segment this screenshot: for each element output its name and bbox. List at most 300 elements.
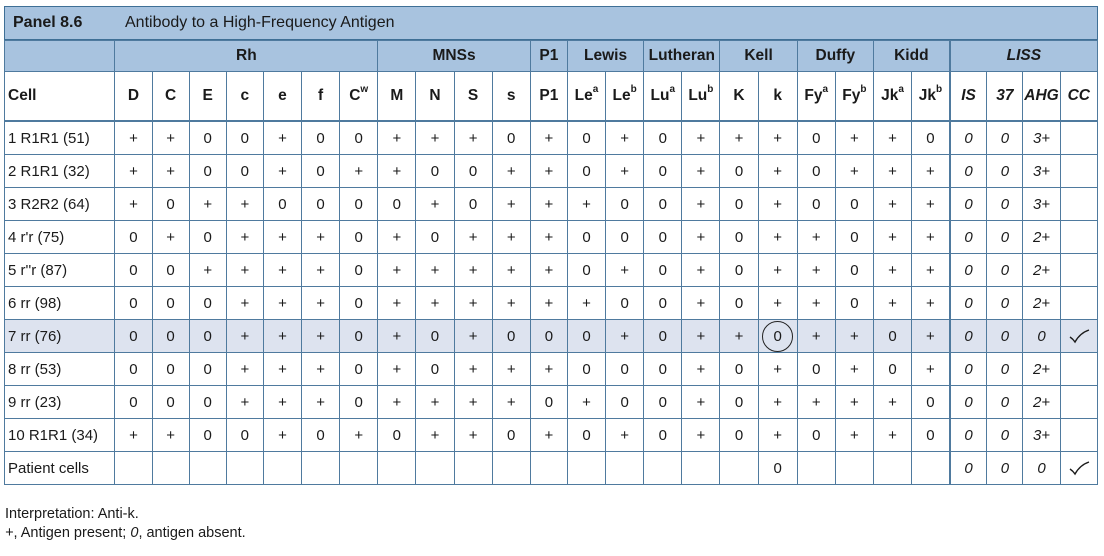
antigen-value: + — [682, 155, 720, 188]
antigen-value: + — [226, 221, 263, 254]
antigen-value: + — [530, 121, 567, 155]
antigen-value: 0 — [567, 221, 605, 254]
liss-result: 2+ — [1023, 353, 1060, 386]
antigen-panel-table — [4, 40, 1098, 485]
antigen-value: + — [758, 419, 797, 452]
antigen-value: 0 — [340, 287, 378, 320]
cell-label: 8 rr (53) — [5, 353, 115, 386]
antigen-value: + — [263, 386, 301, 419]
antigen-value: + — [492, 221, 530, 254]
antigen-value: + — [492, 155, 530, 188]
antigen-value: + — [912, 320, 950, 353]
table-row — [5, 419, 1098, 452]
antigen-value: 0 — [797, 353, 835, 386]
antigen-value: 0 — [416, 155, 454, 188]
antigen-value: 0 — [644, 121, 682, 155]
antigen-value: + — [378, 287, 416, 320]
antigen-value: + — [606, 320, 644, 353]
antigen-value: + — [530, 188, 567, 221]
liss-result — [1060, 155, 1097, 188]
antigen-value: 0 — [720, 287, 758, 320]
antigen-name: c — [240, 87, 250, 104]
antigen-value: + — [454, 287, 492, 320]
antigen-value — [226, 452, 263, 485]
antigen-value: + — [873, 254, 911, 287]
liss-result: 0 — [987, 287, 1023, 320]
antigen-name: N — [429, 87, 441, 104]
antigen-header — [189, 72, 226, 122]
liss-result: 3+ — [1023, 419, 1060, 452]
antigen-value: + — [226, 287, 263, 320]
antigen-value: 0 — [720, 155, 758, 188]
antigen-value: 0 — [492, 121, 530, 155]
antigen-header — [835, 72, 873, 122]
antigen-value: + — [873, 121, 911, 155]
antigen-superscript: a — [822, 84, 829, 96]
antigen-value: + — [682, 287, 720, 320]
antigen-value: + — [758, 254, 797, 287]
antigen-value — [606, 452, 644, 485]
antigen-value: + — [873, 386, 911, 419]
antigen-value: 0 — [912, 121, 950, 155]
antigen-value: 0 — [797, 121, 835, 155]
group-lewis: Lewis — [567, 41, 643, 72]
group-p1: P1 — [530, 41, 567, 72]
antigen-name: Le — [612, 87, 631, 105]
antigen-value: 0 — [567, 121, 605, 155]
antigen-value: 0 — [302, 155, 340, 188]
antigen-value — [263, 452, 301, 485]
liss-result — [1060, 419, 1097, 452]
antigen-value: 0 — [416, 320, 454, 353]
liss-result: 0 — [950, 221, 987, 254]
antigen-value: + — [416, 254, 454, 287]
antigen-value: + — [835, 121, 873, 155]
antigen-superscript: a — [898, 84, 904, 96]
antigen-name: S — [467, 87, 479, 104]
antigen-value: 0 — [720, 221, 758, 254]
antigen-value: 0 — [152, 188, 189, 221]
antigen-value — [340, 452, 378, 485]
antigen-value: 0 — [606, 287, 644, 320]
antigen-value: + — [115, 121, 152, 155]
panel-frame — [4, 6, 1098, 485]
antigen-value: 0 — [302, 121, 340, 155]
antigen-header — [263, 72, 301, 122]
antigen-name: k — [773, 87, 782, 104]
antigen-value: + — [567, 188, 605, 221]
panel-title: Antibody to a High-Frequency Antigen — [125, 14, 395, 31]
antigen-value: + — [378, 320, 416, 353]
liss-result: 0 — [950, 452, 987, 485]
antigen-value: + — [378, 121, 416, 155]
antigen-value — [378, 452, 416, 485]
liss-result: 0 — [950, 419, 987, 452]
group-blank — [5, 41, 115, 72]
antigen-value: + — [682, 320, 720, 353]
antigen-value: 0 — [567, 155, 605, 188]
liss-result: 0 — [950, 287, 987, 320]
antigen-value: + — [835, 353, 873, 386]
antigen-value: 0 — [189, 353, 226, 386]
cell-label: 6 rr (98) — [5, 287, 115, 320]
liss-header: CC — [1060, 72, 1097, 122]
antigen-value: + — [378, 221, 416, 254]
antigen-value: 0 — [835, 188, 873, 221]
cell-label: 5 r''r (87) — [5, 254, 115, 287]
antigen-value — [115, 452, 152, 485]
antigen-name: Jk — [918, 87, 936, 105]
legend-absent: , antigen absent. — [138, 525, 246, 541]
antigen-value: + — [492, 254, 530, 287]
antigen-value: + — [263, 353, 301, 386]
liss-header: AHG — [1023, 72, 1060, 122]
legend-plus: + — [5, 525, 14, 541]
antigen-value: 0 — [644, 287, 682, 320]
antigen-name: s — [506, 87, 516, 104]
antigen-value: 0 — [797, 419, 835, 452]
antigen-value: + — [530, 254, 567, 287]
liss-result: 0 — [987, 188, 1023, 221]
antigen-value: + — [758, 155, 797, 188]
cell-label: 9 rr (23) — [5, 386, 115, 419]
antigen-value: 0 — [720, 188, 758, 221]
liss-result — [1060, 287, 1097, 320]
antigen-value: 0 — [226, 155, 263, 188]
antigen-value — [416, 452, 454, 485]
antigen-value: + — [454, 320, 492, 353]
antigen-value: 0 — [340, 254, 378, 287]
antigen-value: 0 — [226, 419, 263, 452]
antigen-value: 0 — [340, 386, 378, 419]
antigen-value: + — [835, 386, 873, 419]
antigen-header — [797, 72, 835, 122]
antigen-value: + — [912, 188, 950, 221]
antigen-value: 0 — [912, 386, 950, 419]
antigen-value: 0 — [189, 419, 226, 452]
legend-zero: 0 — [130, 525, 139, 541]
liss-result: 0 — [987, 419, 1023, 452]
antigen-value: 0 — [115, 287, 152, 320]
table-row — [5, 254, 1098, 287]
antigen-value: 0 — [835, 287, 873, 320]
antigen-value: 0 — [873, 320, 911, 353]
antigen-value: + — [720, 320, 758, 353]
antigen-value: + — [530, 287, 567, 320]
antigen-value: 0 — [720, 254, 758, 287]
antigen-value — [758, 320, 797, 353]
antigen-header — [682, 72, 720, 122]
antigen-value: + — [226, 386, 263, 419]
antigen-value: 0 — [720, 353, 758, 386]
antigen-value: + — [115, 419, 152, 452]
antigen-value — [152, 452, 189, 485]
antigen-value: 0 — [567, 320, 605, 353]
antigen-value: + — [152, 121, 189, 155]
antigen-value: + — [263, 155, 301, 188]
antigen-value: 0 — [115, 320, 152, 353]
antigen-value: + — [797, 221, 835, 254]
antigen-value: + — [682, 254, 720, 287]
antigen-superscript: b — [935, 84, 943, 96]
antigen-header — [492, 72, 530, 122]
antigen-value: + — [873, 188, 911, 221]
antigen-name: Jk — [881, 87, 899, 105]
antigen-value — [644, 452, 682, 485]
antigen-value: + — [302, 353, 340, 386]
antigen-value: 0 — [492, 419, 530, 452]
antigen-value: 0 — [152, 287, 189, 320]
antigen-value — [492, 452, 530, 485]
antigen-value: + — [567, 386, 605, 419]
antigen-value: + — [302, 320, 340, 353]
liss-header: IS — [950, 72, 987, 122]
antigen-header — [226, 72, 263, 122]
antigen-value: 0 — [340, 353, 378, 386]
cell-label: 3 R2R2 (64) — [5, 188, 115, 221]
checkmark-icon — [1060, 320, 1097, 353]
liss-result: 3+ — [1023, 121, 1060, 155]
liss-result: 0 — [950, 121, 987, 155]
antigen-value: + — [416, 121, 454, 155]
antigen-superscript: b — [860, 84, 867, 96]
antigen-value: + — [189, 254, 226, 287]
cell-label: 7 rr (76) — [5, 320, 115, 353]
antigen-value: + — [378, 254, 416, 287]
antigen-value: + — [302, 287, 340, 320]
antigen-value: + — [835, 320, 873, 353]
antigen-value — [454, 452, 492, 485]
antigen-name: K — [733, 87, 745, 104]
liss-result — [1060, 353, 1097, 386]
antigen-value: 0 — [797, 155, 835, 188]
antigen-name: E — [202, 87, 213, 104]
antigen-value: + — [226, 320, 263, 353]
title-bar — [4, 6, 1098, 40]
antigen-value: + — [682, 419, 720, 452]
antigen-value: 0 — [416, 353, 454, 386]
liss-result: 3+ — [1023, 155, 1060, 188]
antigen-value: + — [226, 188, 263, 221]
cell-label: 1 R1R1 (51) — [5, 121, 115, 155]
antigen-value: + — [530, 419, 567, 452]
antigen-value: + — [797, 386, 835, 419]
antigen-value: + — [912, 254, 950, 287]
antigen-value — [189, 452, 226, 485]
antigen-value: + — [606, 254, 644, 287]
antigen-value: + — [378, 155, 416, 188]
antigen-header — [115, 72, 152, 122]
antigen-value: 0 — [567, 254, 605, 287]
antigen-name: C — [349, 87, 361, 105]
antigen-value: + — [873, 221, 911, 254]
group-liss: LISS — [950, 41, 1098, 72]
antigen-value: 0 — [152, 320, 189, 353]
antigen-name: C — [164, 87, 177, 104]
antigen-value: + — [416, 188, 454, 221]
liss-result: 2+ — [1023, 287, 1060, 320]
antigen-value: + — [378, 353, 416, 386]
liss-result: 0 — [987, 320, 1023, 353]
antigen-value: 0 — [302, 419, 340, 452]
antigen-value — [912, 452, 950, 485]
liss-result: 0 — [950, 254, 987, 287]
antigen-value: 0 — [644, 188, 682, 221]
antigen-value: + — [416, 386, 454, 419]
group-header-row — [5, 41, 1098, 72]
antigen-value — [720, 452, 758, 485]
antigen-value: 0 — [189, 221, 226, 254]
antigen-name: Lu — [650, 87, 670, 105]
antigen-value: 0 — [835, 254, 873, 287]
antigen-value: 0 — [606, 353, 644, 386]
antigen-value: 0 — [530, 320, 567, 353]
liss-result: 0 — [987, 121, 1023, 155]
cell-label: 4 r'r (75) — [5, 221, 115, 254]
antigen-value: + — [873, 155, 911, 188]
liss-result: 0 — [1023, 320, 1060, 353]
antigen-value: 0 — [226, 121, 263, 155]
liss-result: 0 — [950, 155, 987, 188]
antigen-value: + — [606, 155, 644, 188]
liss-result: 0 — [1023, 452, 1060, 485]
antigen-value: + — [263, 121, 301, 155]
antigen-value: + — [720, 121, 758, 155]
antigen-value: 0 — [454, 188, 492, 221]
liss-result: 0 — [950, 386, 987, 419]
antigen-header — [454, 72, 492, 122]
liss-result — [1060, 121, 1097, 155]
antigen-value: + — [340, 155, 378, 188]
circled-value: 0 — [762, 321, 793, 352]
antigen-value: + — [492, 287, 530, 320]
antigen-superscript: b — [707, 84, 714, 96]
liss-result: 3+ — [1023, 188, 1060, 221]
antigen-value: 0 — [189, 320, 226, 353]
antigen-value: 0 — [644, 386, 682, 419]
table-row — [5, 121, 1098, 155]
liss-result: 0 — [987, 386, 1023, 419]
antigen-value: + — [340, 419, 378, 452]
antigen-value: 0 — [340, 320, 378, 353]
antigen-value: + — [682, 353, 720, 386]
cell-label: 2 R1R1 (32) — [5, 155, 115, 188]
antigen-value: 0 — [644, 353, 682, 386]
liss-result: 0 — [987, 254, 1023, 287]
table-row — [5, 287, 1098, 320]
antigen-value — [835, 452, 873, 485]
antigen-value: + — [263, 287, 301, 320]
antigen-value: 0 — [302, 188, 340, 221]
antigen-value: + — [263, 254, 301, 287]
antigen-superscript: b — [630, 84, 637, 96]
liss-result — [1060, 254, 1097, 287]
cell-label: 10 R1R1 (34) — [5, 419, 115, 452]
antigen-value: + — [797, 320, 835, 353]
antigen-value: + — [454, 254, 492, 287]
liss-result: 2+ — [1023, 386, 1060, 419]
antigen-value: + — [912, 155, 950, 188]
antigen-value: 0 — [152, 353, 189, 386]
antigen-value: + — [758, 353, 797, 386]
antigen-value: + — [263, 419, 301, 452]
antigen-value: + — [454, 386, 492, 419]
antigen-value: + — [797, 254, 835, 287]
antigen-value: 0 — [115, 386, 152, 419]
antigen-value — [682, 452, 720, 485]
antigen-value: 0 — [567, 419, 605, 452]
cell-label: Patient cells — [5, 452, 115, 485]
liss-result: 0 — [950, 320, 987, 353]
antigen-value: + — [416, 287, 454, 320]
antigen-value: + — [492, 386, 530, 419]
antigen-value — [302, 452, 340, 485]
antigen-value: 0 — [606, 386, 644, 419]
antigen-name: Le — [574, 87, 593, 105]
antigen-value: + — [606, 121, 644, 155]
liss-result: 0 — [987, 221, 1023, 254]
antigen-value: + — [758, 386, 797, 419]
antigen-value: + — [263, 221, 301, 254]
table-row — [5, 452, 1098, 485]
antigen-header — [912, 72, 950, 122]
antigen-value: + — [682, 121, 720, 155]
antigen-value: 0 — [340, 221, 378, 254]
column-header-row — [5, 72, 1098, 122]
antigen-value: 0 — [530, 386, 567, 419]
liss-result — [1060, 188, 1097, 221]
antigen-value: 0 — [189, 155, 226, 188]
antigen-value: + — [682, 221, 720, 254]
antigen-value: 0 — [720, 419, 758, 452]
liss-result: 0 — [987, 452, 1023, 485]
antigen-value: 0 — [567, 353, 605, 386]
antigen-value: + — [797, 287, 835, 320]
antigen-value: + — [682, 386, 720, 419]
antigen-value: 0 — [115, 254, 152, 287]
antigen-value: 0 — [644, 320, 682, 353]
table-row — [5, 155, 1098, 188]
antigen-value: + — [378, 386, 416, 419]
antigen-value: 0 — [189, 121, 226, 155]
liss-result: 0 — [950, 188, 987, 221]
antigen-value: + — [758, 188, 797, 221]
antigen-value: + — [302, 254, 340, 287]
antigen-header — [152, 72, 189, 122]
antigen-value: + — [912, 221, 950, 254]
antigen-value: 0 — [873, 353, 911, 386]
table-row — [5, 386, 1098, 419]
antigen-name: M — [390, 87, 404, 104]
antigen-header — [530, 72, 567, 122]
group-rh: Rh — [115, 41, 378, 72]
antigen-name: e — [278, 87, 287, 104]
liss-result — [1060, 221, 1097, 254]
group-lutheran: Lutheran — [644, 41, 720, 72]
antigen-value: + — [263, 320, 301, 353]
antigen-value: + — [530, 353, 567, 386]
antigen-value: 0 — [189, 287, 226, 320]
antigen-header — [873, 72, 911, 122]
liss-result — [1060, 386, 1097, 419]
table-row — [5, 221, 1098, 254]
antigen-value: + — [416, 419, 454, 452]
antigen-value: 0 — [152, 254, 189, 287]
antigen-value: 0 — [378, 419, 416, 452]
antigen-name: Fy — [804, 87, 823, 105]
antigen-value — [530, 452, 567, 485]
antigen-value: + — [912, 287, 950, 320]
